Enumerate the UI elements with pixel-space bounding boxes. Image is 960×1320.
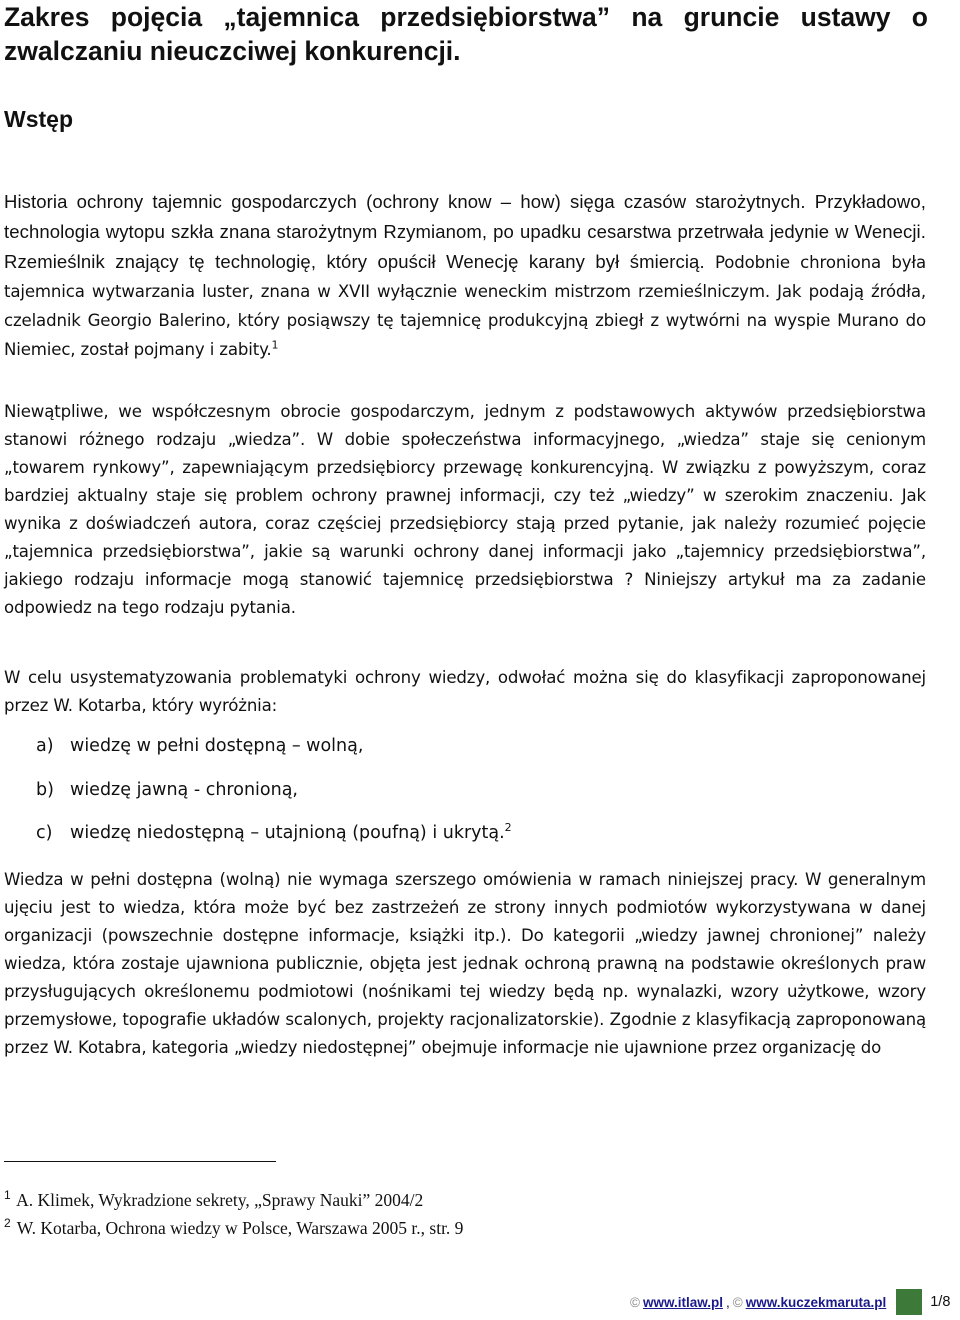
list-text: wiedzę niedostępną – utajnioną (poufną) i ukrytą. xyxy=(70,823,505,843)
page-footer xyxy=(630,1288,960,1316)
footnote-ref-2[interactable]: 2 xyxy=(504,821,512,835)
paragraph-categories: Wiedza w pełni dostępna (wolną) nie wymaga szerszego omówienia w ramach niniejszej pracy. W generalnym ujęciu jest to wiedza, która może być bez zastrzeżeń ze strony innych podmiotów wykorzystywana w danej organizacji (powszechnie dostępne informacje, książki itp.). Do kategorii „wiedzy jawnej chronionej” należy wiedza, która zostaje ujawniona publicznie, objęta jest jednak ochroną prawną na podstawie określonych praw przysługujących określonemu podmiotowi (nośnikami tej wiedzy będą np. wynalazki, wzory użytkowe, wzory przemysłowe, topografie układów scalonych, projekty racjonalizatorskie). Zgodnie z klasyfikacją zaproponowaną przez W. Kotabra, kategoria „wiedzy niedostępnej” obejmuje informacje nie ujawnione przez organizację do xyxy=(4,870,926,1057)
list-item xyxy=(36,780,298,800)
footnote-ref-1[interactable]: 1 xyxy=(271,338,279,352)
section-heading: Wstęp xyxy=(4,106,73,132)
footnote-text: A. Klimek, Wykradzione sekrety, „Sprawy Nauki” 2004/2 xyxy=(16,1189,424,1210)
paragraph-history-body: Podobnie chroniona była tajemnica wytwarzania luster, znana w XVII wyłącznie weneckim mistrzom rzemieślniczym. Jak podają źródła, czeladnik Georgio Balerino, który posiąwszy tę tajemnicę produkcyjną zbiegł z wytwórni na wyspie Murano do Niemiec, został pojmany i zabity. xyxy=(4,253,926,359)
footnote-number: 2 xyxy=(4,1215,11,1230)
paragraph-classification: W celu usystematyzowania problematyki ochrony wiedzy, odwołać można się do klasyfikacji zaproponowanej przez W. Kotarba, który wyróżnia: xyxy=(4,668,926,715)
copyright-icon: © xyxy=(732,1294,743,1310)
list-marker: b) xyxy=(36,780,54,800)
footnote-number: 1 xyxy=(4,1188,11,1202)
itlaw-link[interactable]: www.itlaw.pl xyxy=(642,1294,723,1310)
document-title xyxy=(4,0,928,68)
list-marker: a) xyxy=(36,736,54,756)
list-text: wiedzę jawną - chronioną, xyxy=(70,780,298,800)
footnote-text: W. Kotarba, Ochrona wiedzy w Polsce, Warszawa 2005 r., str. 9 xyxy=(16,1217,464,1238)
paragraph-history xyxy=(4,188,926,365)
list-text: wiedzę w pełni dostępną – wolną, xyxy=(70,736,364,756)
footer-separator: , xyxy=(725,1294,730,1310)
kuczekmaruta-link[interactable]: www.kuczekmaruta.pl xyxy=(745,1294,887,1310)
title-line-1: Zakres pojęcia „tajemnica przedsiębiorstwa” na gruncie ustawy o xyxy=(4,2,928,32)
footnote-item xyxy=(4,1184,463,1212)
footnote-separator xyxy=(4,1161,276,1162)
footnotes xyxy=(4,1184,463,1240)
footnote-item xyxy=(4,1212,463,1240)
list-item xyxy=(36,736,363,756)
paragraph-knowledge: Niewątpliwe, we współczesnym obrocie gospodarczym, jednym z podstawowych aktywów przedsiębiorstwa stanowi różnego rodzaju „wiedza”. W dobie społeczeństwa informacyjnego, „wiedza” staje się cenionym „towarem rynkowy”, zapewniającym przedsiębiorcy przewagę konkurencyjną. W związku z powyższym, coraz bardziej aktualny staje się problem ochrony prawnej informacji, czy też „wiedzy” w szerokim znaczeniu. Jak wynika z doświadczeń autora, coraz częściej przedsiębiorcy stają przed pytanie, jak należy rozumieć pojęcie „tajemnica przedsiębiorstwa”, jakie są warunki ochrony danej informacji jako „tajemnicy przedsiębiorstwa”, jakiego rodzaju informacje mogą stanowić tajemnicę przedsiębiorstwa ? Niniejszy artykuł ma za zadanie odpowiedz na tego rodzaju pytania. xyxy=(4,402,926,617)
list-item xyxy=(36,823,512,843)
copyright-icon: © xyxy=(630,1294,640,1310)
title-line-2: zwalczaniu nieuczciwej konkurencji. xyxy=(4,36,461,66)
green-square-icon xyxy=(896,1289,922,1315)
list-marker: c) xyxy=(36,823,53,843)
page-number: 1/8 xyxy=(930,1294,951,1310)
paragraph-history-sans: Historia ochrony tajemnic gospodarczych (ochrony know – how) sięga czasów starożytnych. Przykładowo, technologia wytopu szkła znana starożytnym Rzymianom, po upadku cesarstwa przetrwała jedynie w Wenecji. Rzemieślnik znający tę technologię, który opuścił Wenecję karany był śmiercią. xyxy=(4,191,926,272)
